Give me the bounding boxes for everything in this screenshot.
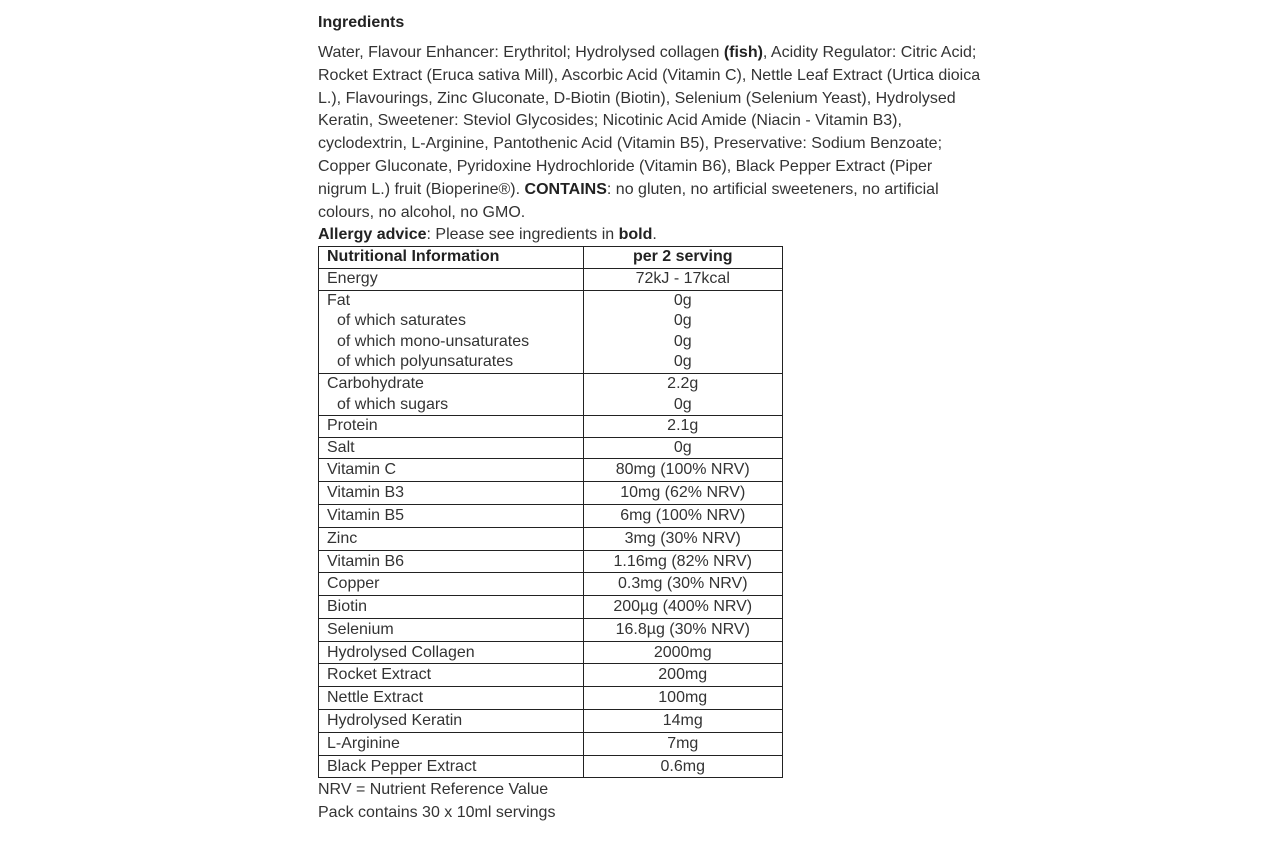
table-row [319,755,783,778]
allergy-end: . [652,226,657,244]
table-row [319,664,783,687]
allergy-label: Allergy advice [318,226,427,244]
row-name: Hydrolysed Collagen [319,641,584,664]
allergy-bold-word: bold [618,226,653,244]
allergy-text: : Please see ingredients in [426,226,619,244]
row-value: 0.3mg (30% NRV) [583,573,783,596]
table-row [319,710,783,733]
table-row [319,482,783,505]
table-row [319,618,783,641]
allergy-advice [318,224,983,246]
row-name: Fat [327,291,351,309]
row-name: Salt [319,437,584,459]
row-value: 0g [673,291,692,309]
row-name: Rocket Extract [319,664,584,687]
table-row [319,596,783,619]
row-value: 0.6mg [583,755,783,778]
table-row [319,687,783,710]
table-row [319,268,783,290]
ingredients-part: Water, Flavour Enhancer: Erythritol; Hydrolysed collagen [318,44,724,61]
row-value: 0g [673,353,692,371]
table-row [319,573,783,596]
row-value: 2.1g [583,416,783,438]
row-name: Vitamin B6 [319,550,584,573]
table-row [319,290,783,373]
row-name: Vitamin B5 [319,504,584,527]
row-value: 1.16mg (82% NRV) [583,550,783,573]
row-name-group [319,373,584,415]
row-value: 100mg [583,687,783,710]
contains-label: CONTAINS [524,180,607,198]
row-value: 0g [673,332,692,350]
header-nutritional-information: Nutritional Information [319,247,584,269]
row-name: Carbohydrate [327,374,424,392]
table-header-row [319,247,783,269]
row-name-group [319,290,584,373]
row-value: 2000mg [583,641,783,664]
table-row [319,732,783,755]
table-row [319,504,783,527]
ingredients-part: , Acidity Regulator: Citric Acid; Rocket Extract (Eruca sativa Mill), Ascorbic Acid (Vitamin C), Nettle Leaf Extract (Urtica dioica L.), Flavourings, Zinc Gluconate, D-Biotin (Biotin), Selenium (Selenium Yeast), Hydrolysed Keratin, Sweetener: Steviol Glycosides; Nicotinic Acid Amide (Niacin - Vitamin B3), cyclodextrin, L-Arginine, Pantothenic Acid (Vitamin B5), Preservative: Sodium Benzoate; Copper Gluconate, Pyridoxine Hydrochloride (Vitamin B6), Black Pepper Extract (Piper nigrum L.) fruit (Bioperine®). [318,44,981,198]
row-value: 0g [673,395,692,413]
contains-text: : no gluten, no artificial sweeteners, no artificial colours, no alcohol, no GMO. [318,180,939,221]
row-value: 200µg (400% NRV) [583,596,783,619]
row-value: 200mg [583,664,783,687]
row-name: Copper [319,573,584,596]
row-name: Vitamin B3 [319,482,584,505]
pack-footnote: Pack contains 30 x 10ml servings [318,804,556,822]
table-row [319,641,783,664]
row-value: 80mg (100% NRV) [583,459,783,482]
product-info [318,12,983,824]
row-name: Energy [319,268,584,290]
row-name: Biotin [319,596,584,619]
table-row [319,527,783,550]
row-subname: of which polyunsaturates [337,353,514,371]
row-name: Protein [319,416,584,438]
table-row [319,550,783,573]
row-value: 10mg (62% NRV) [583,482,783,505]
row-value: 3mg (30% NRV) [583,527,783,550]
row-subname: of which saturates [337,312,466,330]
row-value: 7mg [583,732,783,755]
header-per-serving: per 2 serving [583,247,783,269]
row-name: Black Pepper Extract [319,755,584,778]
row-name: L-Arginine [319,732,584,755]
nrv-footnote: NRV = Nutrient Reference Value [318,781,549,799]
ingredients-heading: Ingredients [318,14,405,31]
row-value-group [583,373,783,415]
row-name: Zinc [319,527,584,550]
row-value: 0g [673,312,692,330]
row-subname: of which mono-unsaturates [337,332,530,350]
table-row [319,373,783,415]
row-value: 2.2g [667,374,699,392]
row-name: Selenium [319,618,584,641]
row-value: 72kJ - 17kcal [583,268,783,290]
row-name: Hydrolysed Keratin [319,710,584,733]
row-value-group [583,290,783,373]
row-value: 0g [583,437,783,459]
row-value: 16.8µg (30% NRV) [583,618,783,641]
ingredients-text [318,42,983,224]
row-name: Vitamin C [319,459,584,482]
table-row [319,437,783,459]
allergen-fish: (fish) [723,44,763,61]
row-value: 6mg (100% NRV) [583,504,783,527]
table-row [319,459,783,482]
row-subname: of which sugars [337,395,449,413]
row-name: Nettle Extract [319,687,584,710]
row-value: 14mg [583,710,783,733]
nutrition-table [318,246,783,778]
table-row [319,416,783,438]
